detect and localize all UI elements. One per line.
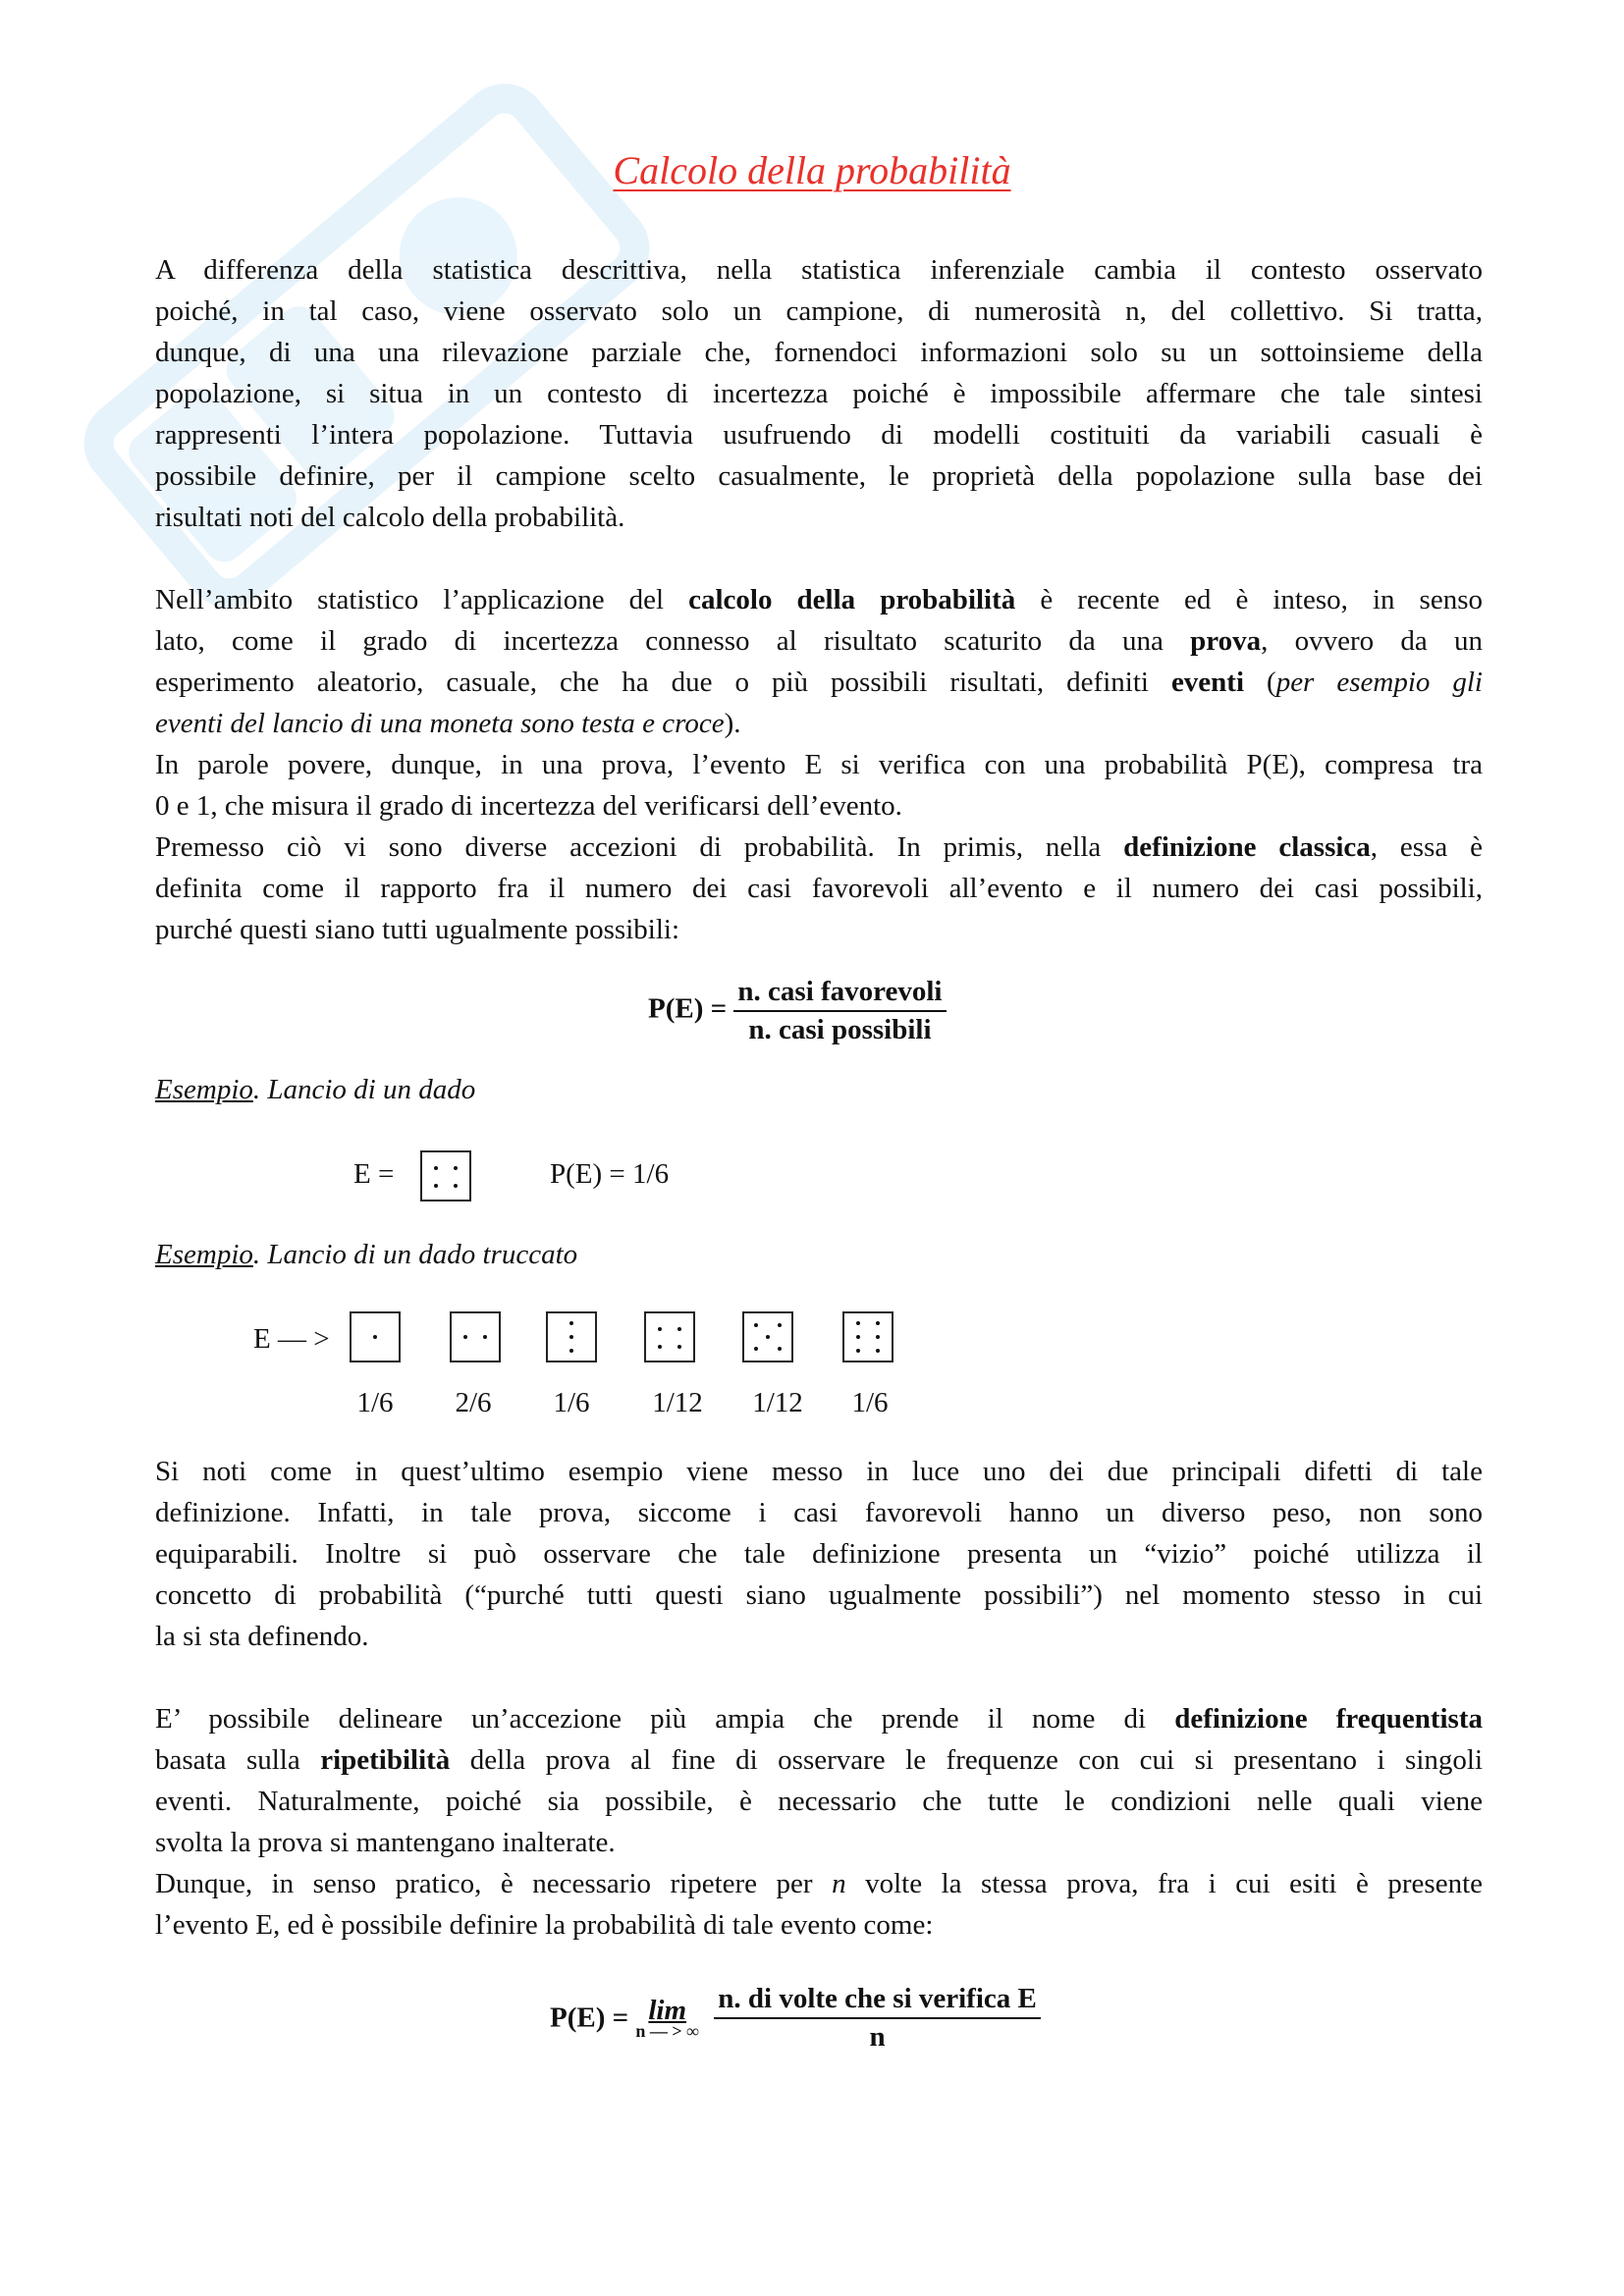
- die-probability: 1/12: [752, 1387, 803, 1418]
- die-probability: 1/12: [652, 1387, 703, 1418]
- text-line: Si noti come in quest’ultimo esempio viene messo in luce uno dei due principali difetti di tale: [155, 1456, 1483, 1487]
- paragraph-defects: [155, 1451, 1483, 1657]
- die-face-two: [450, 1311, 501, 1362]
- die-pip: [856, 1335, 860, 1339]
- fraction: [733, 976, 946, 1046]
- die-pip: [658, 1327, 662, 1331]
- die-pip: [483, 1335, 487, 1339]
- text-line: In parole povere, dunque, in una prova, l’evento E si verifica con una probabilità P(E), compresa tra: [155, 749, 1483, 780]
- die-pip: [856, 1349, 860, 1353]
- text-line: A differenza della statistica descrittiva, nella statistica inferenziale cambia il contesto osservato: [155, 254, 1483, 286]
- die-pip: [754, 1347, 758, 1351]
- text-line: definizione. Infatti, in tale prova, siccome i casi favorevoli hanno un diverso peso, non sono: [155, 1497, 1483, 1528]
- text-line: basata sulla ripetibilità della prova al fine di osservare le frequenze con cui si presentano i singoli: [155, 1744, 1483, 1776]
- text-line: Dunque, in senso pratico, è necessario ripetere per n volte la stessa prova, fra i cui esiti è presente: [155, 1868, 1483, 1899]
- die-probability: 1/6: [356, 1387, 394, 1418]
- die-pip: [569, 1349, 573, 1353]
- die-pip: [778, 1347, 782, 1351]
- text-line: eventi del lancio di una moneta sono testa e croce).: [155, 708, 741, 739]
- text-line: purché questi siano tutti ugualmente possibili:: [155, 914, 680, 945]
- die-pip: [754, 1323, 758, 1327]
- text-line: svolta la prova si mantengano inalterate.: [155, 1827, 616, 1858]
- text-line: Nell’ambito statistico l’applicazione del calcolo della probabilità è recente ed è inteso, in senso: [155, 584, 1483, 615]
- text-line: definita come il rapporto fra il numero dei casi favorevoli all’evento e il numero dei casi possibili,: [155, 873, 1483, 904]
- die-face-one: [350, 1311, 401, 1362]
- die-pip: [876, 1321, 880, 1325]
- formula-classic: [648, 976, 947, 1046]
- text-line: la si sta definendo.: [155, 1621, 369, 1652]
- die-pip: [876, 1335, 880, 1339]
- die-pip: [677, 1327, 681, 1331]
- die-probability: 1/6: [851, 1387, 889, 1418]
- die-pip: [373, 1335, 377, 1339]
- event-label: E — >: [253, 1323, 330, 1355]
- example-heading: Esempio. Lancio di un dado truccato: [155, 1239, 578, 1270]
- text-line: Premesso ciò vi sono diverse accezioni di probabilità. In primis, nella definizione classica, essa è: [155, 831, 1483, 863]
- text-line: [155, 291, 1483, 332]
- formula-lhs: P(E) =: [648, 992, 728, 1025]
- die-pip: [463, 1335, 467, 1339]
- die-face-five: [742, 1311, 793, 1362]
- die-pip: [856, 1321, 860, 1325]
- event-label: E =: [353, 1158, 395, 1190]
- paragraph-intro: [155, 249, 1483, 538]
- text-line: dunque, di una una rilevazione parziale che, fornendoci informazioni solo su un sottoinsieme della: [155, 337, 1483, 368]
- fraction: [714, 1983, 1041, 2054]
- text-line: equiparabili. Inoltre si può osservare che tale definizione presenta un “vizio” poiché utilizza il: [155, 1538, 1483, 1570]
- paragraph-probability: [155, 744, 1483, 827]
- die-face-four: [644, 1311, 695, 1362]
- fraction-denominator: n. casi possibili: [748, 1014, 932, 1045]
- paragraph-repetition: [155, 1863, 1483, 1946]
- page-title: Calcolo della probabilità: [613, 148, 1011, 192]
- fraction-numerator: n. di volte che si verifica E: [714, 1983, 1041, 2019]
- die-pip: [658, 1345, 662, 1349]
- fraction-denominator: n: [869, 2021, 886, 2053]
- die-probability: 2/6: [455, 1387, 492, 1418]
- probability-result: P(E) = 1/6: [550, 1158, 670, 1190]
- die-pip: [569, 1335, 573, 1339]
- text-line: 0 e 1, che misura il grado di incertezza del verificarsi dell’evento.: [155, 790, 902, 822]
- example-heading: Esempio. Lancio di un dado: [155, 1074, 476, 1105]
- text-line: risultati noti del calcolo della probabilità.: [155, 502, 625, 533]
- text-line: concetto di probabilità (“purché tutti questi siano ugualmente possibili”) nel momento stesso in cui: [155, 1579, 1483, 1611]
- text-line: rappresenti l’intera popolazione. Tuttavia usufruendo di modelli costituiti da variabili casuali è: [155, 419, 1483, 451]
- paragraph-definition: [155, 579, 1483, 744]
- die-face-four: [420, 1150, 471, 1201]
- die-face-three: [546, 1311, 597, 1362]
- die-pip: [778, 1323, 782, 1327]
- die-pip: [766, 1335, 770, 1339]
- limit-operator: lim n — > ∞: [635, 1995, 700, 2041]
- die-face-six: [842, 1311, 893, 1362]
- fraction-numerator: n. casi favorevoli: [733, 976, 946, 1012]
- text-line: possibile definire, per il campione scelto casualmente, le proprietà della popolazione sulla base dei: [155, 460, 1483, 492]
- text-line: popolazione, si situa in un contesto di incertezza poiché è impossibile affermare che tale sintesi: [155, 378, 1483, 409]
- formula-lhs: P(E) =: [550, 2002, 629, 2034]
- die-pip: [876, 1349, 880, 1353]
- paragraph-frequentist: [155, 1698, 1483, 1863]
- text-line: eventi. Naturalmente, poiché sia possibile, è necessario che tutte le condizioni nelle quali viene: [155, 1786, 1483, 1817]
- text-line: lato, come il grado di incertezza connesso al risultato scaturito da una prova, ovvero da un: [155, 625, 1484, 657]
- die-pip: [677, 1345, 681, 1349]
- text-line: l’evento E, ed è possibile definire la probabilità di tale evento come:: [155, 1909, 934, 1941]
- paragraph-classic: [155, 827, 1483, 950]
- formula-frequentist: [550, 1983, 1041, 2054]
- die-pip: [569, 1321, 573, 1325]
- text-line: esperimento aleatorio, casuale, che ha due o più possibili risultati, definiti eventi (per esempio gli: [155, 667, 1483, 698]
- text-line-content: poiché, in tal caso, viene osservato solo un campione, di numerosità n, del collettivo. Si tratta,: [155, 295, 1483, 327]
- die-probability: 1/6: [553, 1387, 590, 1418]
- text-line: E’ possibile delineare un’accezione più ampia che prende il nome di definizione frequentista: [155, 1703, 1483, 1735]
